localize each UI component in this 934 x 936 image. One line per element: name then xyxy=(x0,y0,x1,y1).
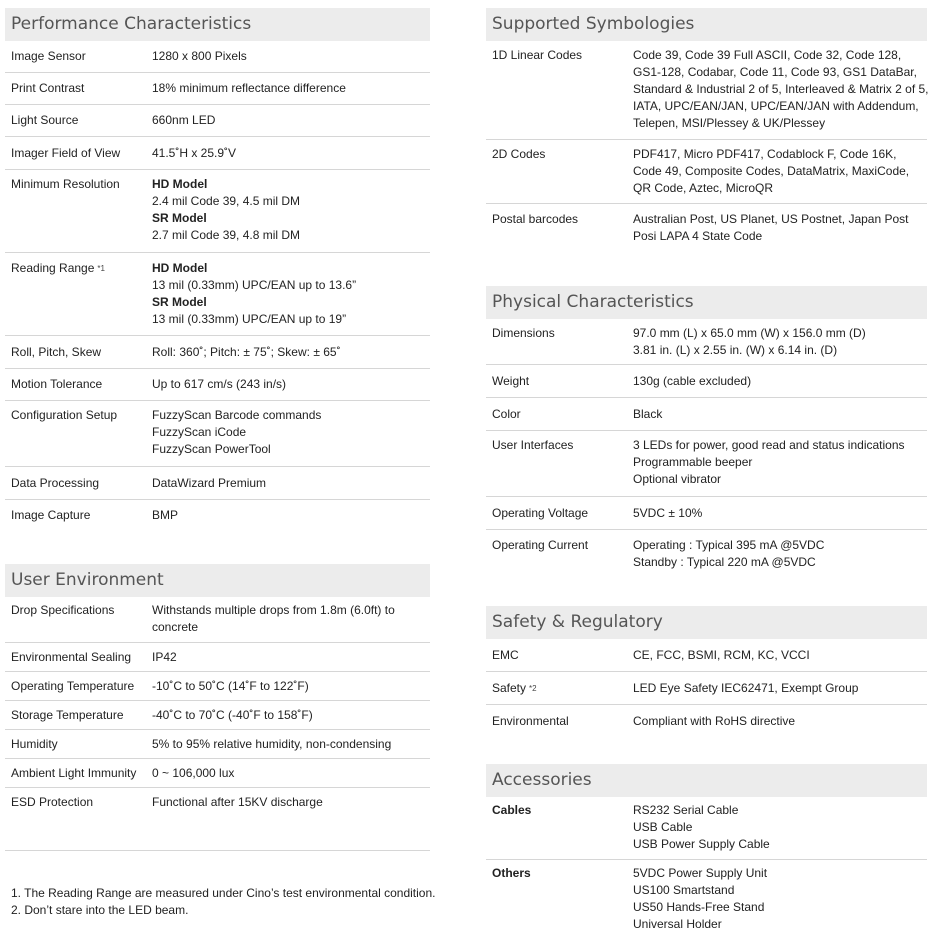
spec-value: CE, FCC, BSMI, RCM, KC, VCCI xyxy=(633,647,810,662)
spec-label xyxy=(5,260,152,335)
spec-label: Operating Current xyxy=(492,538,589,552)
spec-row-image-capture xyxy=(5,500,430,531)
spec-label: Operating Voltage xyxy=(492,505,589,520)
spec-value: 5VDC ± 10% xyxy=(633,505,703,520)
spec-label: Postal barcodes xyxy=(492,212,579,226)
spec-row-configuration xyxy=(5,401,430,467)
spec-label: Color xyxy=(492,406,521,421)
footnote-2: 2. Don’t stare into the LED beam. xyxy=(11,903,189,917)
performance-heading: Performance Characteristics xyxy=(5,8,430,41)
spec-label: Data Processing xyxy=(11,475,100,490)
spec-row-emc xyxy=(486,639,927,672)
spec-row-esd xyxy=(5,788,430,816)
spec-value xyxy=(633,146,927,203)
spec-value: Up to 617 cm/s (243 in/s) xyxy=(152,377,287,391)
spec-value xyxy=(633,211,927,250)
spec-label: Image Sensor xyxy=(11,49,86,63)
symbology-line: Code 49, Composite Codes, DataMatrix, MaxiCode, xyxy=(633,164,910,178)
accessory-line: 5VDC Power Supply Unit xyxy=(633,866,768,880)
spec-label: Motion Tolerance xyxy=(11,377,103,391)
spec-row-current xyxy=(486,530,927,576)
symbology-line: Australian Post, US Planet, US Postnet, Japan Post xyxy=(633,212,909,226)
spec-row-field-of-view xyxy=(5,137,430,170)
accessory-line: USB Power Supply Cable xyxy=(633,837,770,851)
spec-row-image-sensor xyxy=(5,41,430,73)
spec-row-cables xyxy=(486,797,927,860)
spec-row-postal xyxy=(486,204,927,250)
spec-label xyxy=(486,680,633,697)
accessories-section xyxy=(486,764,927,936)
symbologies-heading: Supported Symbologies xyxy=(486,8,927,41)
symbologies-section xyxy=(486,8,927,250)
hd-model-value: 2.4 mil Code 39, 4.5 mil DM xyxy=(152,194,301,208)
accessory-line: USB Cable xyxy=(633,820,693,834)
spec-value: Functional after 15KV discharge xyxy=(152,794,323,809)
symbology-line: GS1-128, Codabar, Code 11, Code 93, GS1 DataBar, xyxy=(633,65,917,79)
spec-row-light-source xyxy=(5,105,430,137)
hd-model-title: HD Model xyxy=(152,261,208,275)
spec-value: 18% minimum reflectance difference xyxy=(152,81,346,95)
spec-value: 41.5˚H x 25.9˚V xyxy=(152,145,237,160)
spec-row-1d-codes xyxy=(486,41,927,140)
symbology-line: IATA, UPC/EAN/JAN, UPC/EAN/JAN with Addendum, xyxy=(633,99,919,113)
spec-row-humidity xyxy=(5,730,430,759)
spec-row-color xyxy=(486,398,927,431)
spec-value xyxy=(152,176,430,252)
spec-value: 130g (cable excluded) xyxy=(633,373,752,388)
physical-heading: Physical Characteristics xyxy=(486,286,927,319)
spec-label: Humidity xyxy=(11,736,58,751)
spec-value xyxy=(633,325,927,364)
hd-model-title: HD Model xyxy=(152,177,208,191)
dimension-line: 3.81 in. (L) x 2.55 in. (W) x 6.14 in. (D) xyxy=(633,343,838,357)
accessory-line: US50 Hands-Free Stand xyxy=(633,900,765,914)
spec-row-sealing xyxy=(5,643,430,672)
spec-row-data-processing xyxy=(5,467,430,500)
sr-model-value: 2.7 mil Code 39, 4.8 mil DM xyxy=(152,228,301,242)
spec-row-environmental xyxy=(486,705,927,737)
spec-label: Print Contrast xyxy=(11,81,85,95)
spec-label: Roll, Pitch, Skew xyxy=(11,344,102,359)
spec-value xyxy=(152,260,430,335)
spec-value: 0 ~ 106,000 lux xyxy=(152,765,235,780)
spec-value xyxy=(633,865,927,936)
spec-row-ambient-light xyxy=(5,759,430,788)
spec-label: Storage Temperature xyxy=(11,707,124,722)
spec-label: 2D Codes xyxy=(492,147,546,161)
right-column xyxy=(486,8,927,936)
spec-label: ESD Protection xyxy=(11,794,94,809)
physical-section xyxy=(486,286,927,576)
spec-value xyxy=(152,602,430,642)
spec-label: Imager Field of View xyxy=(11,145,121,160)
symbology-line: PDF417, Micro PDF417, Codablock F, Code 16K, xyxy=(633,147,897,161)
spec-row-user-interfaces xyxy=(486,431,927,497)
drop-line: concrete xyxy=(152,620,199,634)
spec-label: Operating Temperature xyxy=(11,678,135,693)
spec-value: -40˚C to 70˚C (-40˚F to 158˚F) xyxy=(152,707,313,722)
spec-label: Others xyxy=(492,866,531,880)
spec-value: 1280 x 800 Pixels xyxy=(152,49,247,63)
dimension-line: 97.0 mm (L) x 65.0 mm (W) x 156.0 mm (D) xyxy=(633,326,866,340)
spec-label: Dimensions xyxy=(492,326,555,340)
spec-row-reading-range xyxy=(5,253,430,336)
spec-label: Drop Specifications xyxy=(11,603,115,617)
spec-value xyxy=(633,47,929,139)
config-line: FuzzyScan iCode xyxy=(152,425,247,439)
spec-value: LED Eye Safety IEC62471, Exempt Group xyxy=(633,680,859,695)
current-line: Operating : Typical 395 mA @5VDC xyxy=(633,538,825,552)
spec-row-dimensions xyxy=(486,319,927,365)
user-environment-section xyxy=(5,564,430,816)
spec-value: IP42 xyxy=(152,649,177,664)
spec-label: User Interfaces xyxy=(492,438,574,452)
sr-model-title: SR Model xyxy=(152,295,207,309)
footnote-ref-2: *2 xyxy=(529,683,537,693)
spec-value: DataWizard Premium xyxy=(152,475,267,490)
spec-label: Configuration Setup xyxy=(11,408,118,422)
spec-row-drop xyxy=(5,597,430,643)
user-environment-heading: User Environment xyxy=(5,564,430,597)
sr-model-value: 13 mil (0.33mm) UPC/EAN up to 19” xyxy=(152,312,347,326)
spec-value: -10˚C to 50˚C (14˚F to 122˚F) xyxy=(152,678,309,693)
spec-label: Light Source xyxy=(11,113,79,127)
symbology-line: Posi LAPA 4 State Code xyxy=(633,229,763,243)
spec-row-voltage xyxy=(486,497,927,530)
interface-line: Optional vibrator xyxy=(633,472,722,486)
spec-row-2d-codes xyxy=(486,140,927,204)
spec-row-safety xyxy=(486,672,927,705)
interface-line: 3 LEDs for power, good read and status indications xyxy=(633,438,905,452)
spec-label: Weight xyxy=(492,373,530,388)
spec-label: Environmental Sealing xyxy=(11,649,132,664)
spec-value: Compliant with RoHS directive xyxy=(633,713,796,728)
accessory-line: Universal Holder xyxy=(633,917,722,931)
spec-value xyxy=(633,537,927,576)
symbology-line: Telepen, MSI/Plessey & UK/Plessey xyxy=(633,116,826,130)
spec-row-weight xyxy=(486,365,927,398)
spec-row-storage-temp xyxy=(5,701,430,730)
drop-line: Withstands multiple drops from 1.8m (6.0ft) to xyxy=(152,603,395,617)
spec-row-motion-tolerance xyxy=(5,369,430,401)
spec-label: Cables xyxy=(492,803,532,817)
sr-model-title: SR Model xyxy=(152,211,207,225)
safety-section xyxy=(486,606,927,737)
spec-value: Roll: 360˚; Pitch: ± 75˚; Skew: ± 65˚ xyxy=(152,344,341,359)
spec-label: Ambient Light Immunity xyxy=(11,765,137,780)
spec-label: 1D Linear Codes xyxy=(492,48,583,62)
spec-row-operating-temp xyxy=(5,672,430,701)
performance-section xyxy=(5,8,430,531)
spec-value xyxy=(633,802,927,859)
spec-label: Minimum Resolution xyxy=(11,177,120,191)
current-line: Standby : Typical 220 mA @5VDC xyxy=(633,555,816,569)
spec-value: 660nm LED xyxy=(152,113,216,127)
spec-row-others xyxy=(486,860,927,936)
spec-value: Black xyxy=(633,406,663,421)
config-line: FuzzyScan PowerTool xyxy=(152,442,271,456)
accessories-heading: Accessories xyxy=(486,764,927,797)
spec-label: Image Capture xyxy=(11,508,91,522)
spec-value xyxy=(633,437,927,496)
spec-value: BMP xyxy=(152,508,179,522)
symbology-line: Code 39, Code 39 Full ASCII, Code 32, Code 128, xyxy=(633,48,902,62)
safety-heading: Safety & Regulatory xyxy=(486,606,927,639)
accessory-line: RS232 Serial Cable xyxy=(633,803,739,817)
spec-value xyxy=(152,407,430,466)
left-column xyxy=(5,8,430,816)
interface-line: Programmable beeper xyxy=(633,455,753,469)
safety-label: Safety xyxy=(492,680,527,695)
symbology-line: QR Code, Aztec, MicroQR xyxy=(633,181,774,195)
symbology-line: Standard & Industrial 2 of 5, Interleaved & Matrix 2 of 5, xyxy=(633,82,929,96)
footnote-ref-1: *1 xyxy=(97,264,105,273)
spec-row-min-resolution xyxy=(5,170,430,253)
spec-label: EMC xyxy=(492,647,519,662)
footnote-1: 1. The Reading Range are measured under Cino’s test environmental condition. xyxy=(11,886,436,900)
spec-row-roll-pitch-skew xyxy=(5,336,430,369)
spec-value: 5% to 95% relative humidity, non-condensing xyxy=(152,736,392,751)
footnote-divider xyxy=(5,850,430,851)
spec-label: Environmental xyxy=(492,713,569,728)
footnotes xyxy=(11,885,435,919)
config-line: FuzzyScan Barcode commands xyxy=(152,408,322,422)
spec-row-print-contrast xyxy=(5,73,430,105)
reading-range-label: Reading Range xyxy=(11,261,95,275)
accessory-line: US100 Smartstand xyxy=(633,883,735,897)
hd-model-value: 13 mil (0.33mm) UPC/EAN up to 13.6” xyxy=(152,278,357,292)
